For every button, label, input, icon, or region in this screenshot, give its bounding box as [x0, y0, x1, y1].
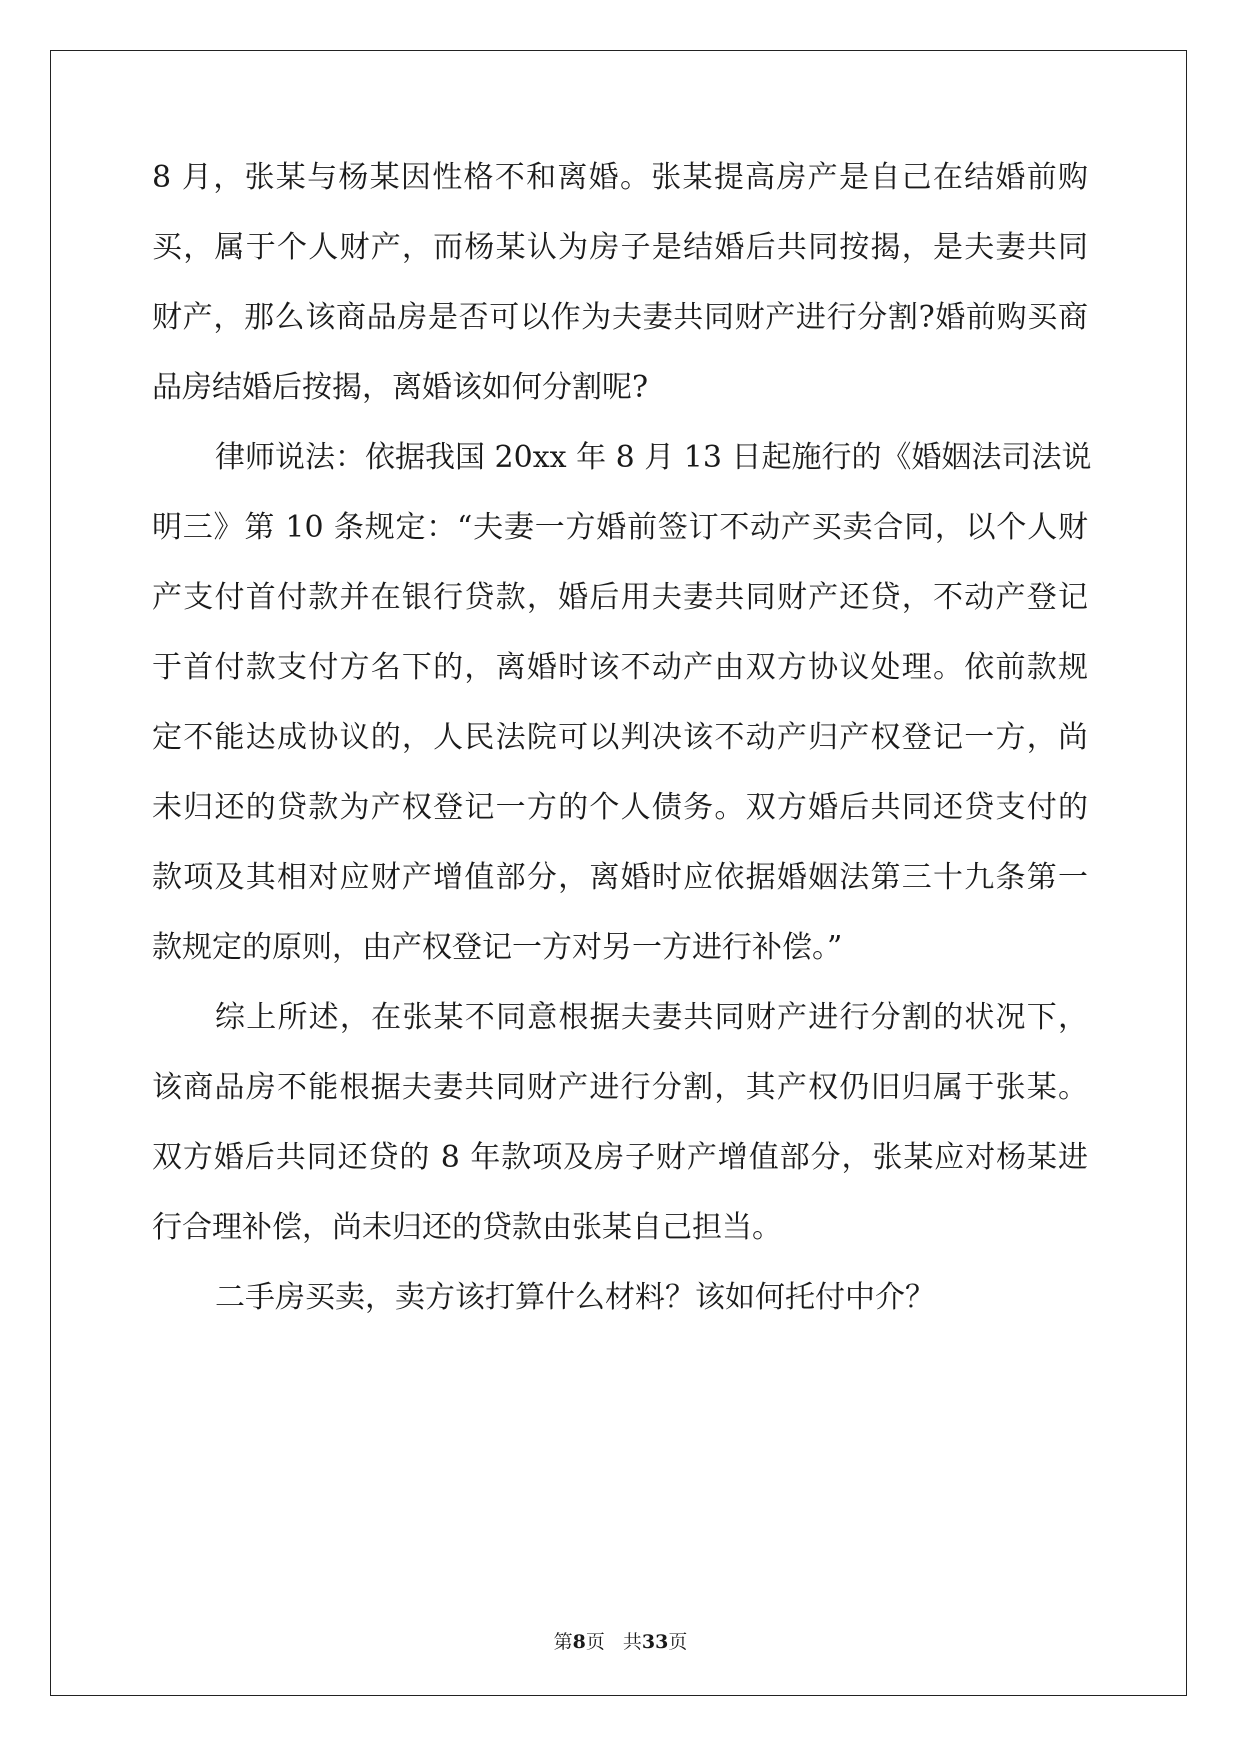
text-line: 二手房买卖，卖方该打算什么材料？该如何托付中介？	[215, 1280, 935, 1315]
text-line: 双方婚后共同还贷的 8 年款项及房子财产增值部分，张某应对杨某进	[152, 1140, 1088, 1175]
document-body	[152, 158, 1092, 1348]
text-line: 该商品房不能根据夫妻共同财产进行分割，其产权仍旧归属于张某。	[152, 1070, 1088, 1105]
text-line: 于首付款支付方名下的，离婚时该不动产由双方协议处理。依前款规	[152, 650, 1088, 685]
footer-total-suffix: 页	[668, 1631, 688, 1653]
text-line: 综上所述，在张某不同意根据夫妻共同财产进行分割的状况下，	[215, 1000, 1088, 1035]
page-footer	[0, 1630, 1241, 1654]
text-line: 产支付首付款并在银行贷款，婚后用夫妻共同财产还贷，不动产登记	[152, 580, 1088, 615]
text-line: 未归还的贷款为产权登记一方的个人债务。双方婚后共同还贷支付的	[152, 790, 1088, 825]
text-line: 8 月，张某与杨某因性格不和离婚。张某提高房产是自己在结婚前购	[152, 160, 1088, 195]
footer-total-prefix: 共	[622, 1631, 642, 1653]
text-line: 明三》第 10 条规定：“夫妻一方婚前签订不动产买卖合同，以个人财	[152, 510, 1088, 545]
text-line: 品房结婚后按揭，离婚该如何分割呢?	[152, 370, 649, 405]
text-line: 买，属于个人财产，而杨某认为房子是结婚后共同按揭，是夫妻共同	[152, 230, 1088, 265]
text-line: 款项及其相对应财产增值部分，离婚时应依据婚姻法第三十九条第一	[152, 860, 1088, 895]
footer-prefix: 第	[553, 1631, 573, 1653]
text-line: 行合理补偿，尚未归还的贷款由张某自己担当。	[152, 1210, 782, 1245]
footer-page-number: 8	[572, 1631, 586, 1653]
text-line: 定不能达成协议的，人民法院可以判决该不动产归产权登记一方，尚	[152, 720, 1088, 755]
text-line: 款规定的原则，由产权登记一方对另一方进行补偿。”	[152, 930, 843, 965]
text-line: 律师说法：依据我国 20xx 年 8 月 13 日起施行的《婚姻法司法说	[215, 440, 1092, 475]
text-line: 财产，那么该商品房是否可以作为夫妻共同财产进行分割?婚前购买商	[152, 300, 1088, 335]
footer-total-pages: 33	[641, 1631, 669, 1653]
footer-page-suffix: 页	[585, 1631, 605, 1653]
